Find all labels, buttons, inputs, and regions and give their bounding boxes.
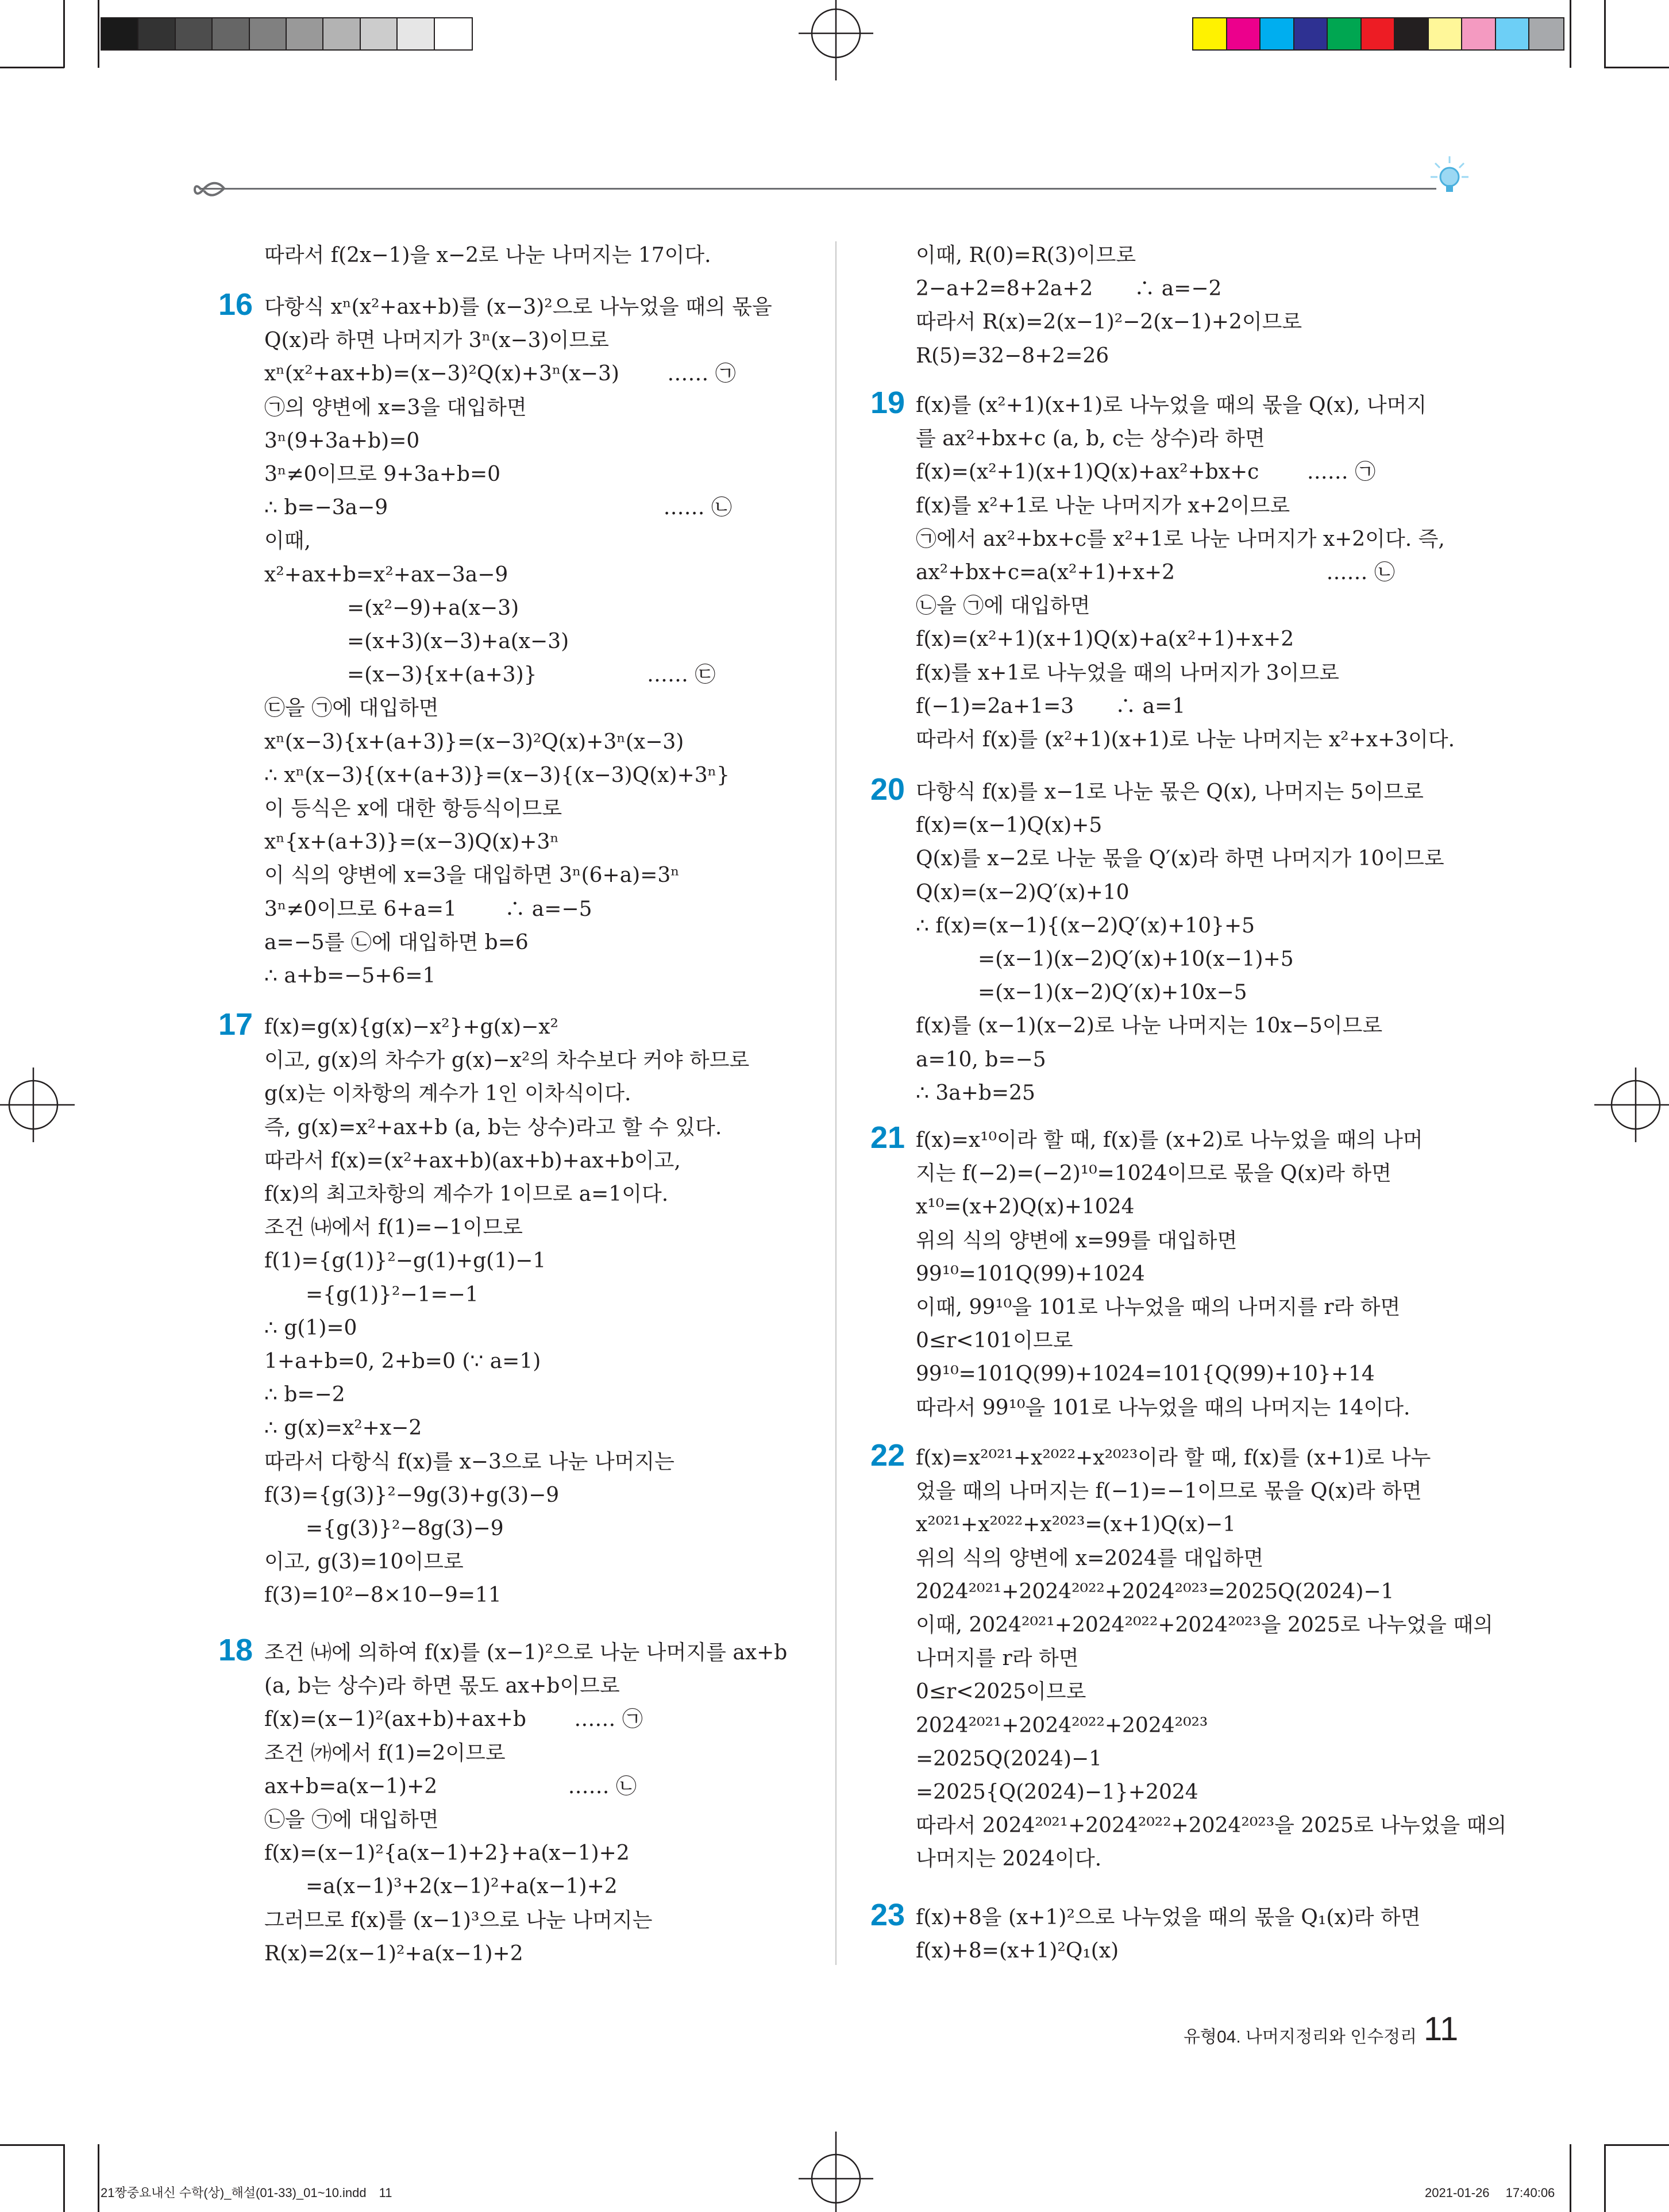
solution-line: ∴ f(x)=(x−1){(x−2)Q′(x)+10}+5 [916,914,1255,938]
color-swatch [102,18,138,49]
solution-line: ∴ b=−3a−9 …… ㉡ [264,496,733,520]
crop-mark [98,2144,99,2212]
solution-line: f(x)=g(x){g(x)−x²}+g(x)−x² [264,1015,558,1039]
solution-line: 를 ax²+bx+c (a, b, c는 상수)라 하면 [916,427,1265,451]
solution-line: 이때, [264,529,311,553]
solution-line: xⁿ(x−3){x+(a+3)}=(x−3)²Q(x)+3ⁿ(x−3) [264,730,684,754]
color-swatch [398,18,434,49]
solution-line: =2025{Q(2024)−1}+2024 [916,1781,1198,1804]
solution-line: 이고, g(3)=10이므로 [264,1550,464,1574]
solution-line: 그러므로 f(x)를 (x−1)³으로 나눈 나머지는 [264,1908,653,1932]
solution-line: ∴ 3a+b=25 [916,1081,1035,1105]
grey-calibration-bar [101,17,473,51]
solution-line: f(x)=(x²+1)(x+1)Q(x)+ax²+bx+c …… ㉠ [916,460,1376,484]
solution-line: 다항식 xⁿ(x²+ax+b)를 (x−3)²으로 나누었을 때의 몫을 [264,295,772,319]
solution-line: g(x)는 이차항의 계수가 1인 이차식이다. [264,1082,631,1106]
crop-mark [63,2144,65,2212]
color-calibration-bar [1192,17,1564,51]
color-swatch [287,18,323,49]
solution-line: 따라서 다항식 f(x)를 x−3으로 나눈 나머지는 [264,1450,674,1474]
solution-line: f(3)={g(3)}²−9g(3)+g(3)−9 [264,1483,560,1507]
solution-line: ∴ a+b=−5+6=1 [264,964,436,988]
solution-line: R(5)=32−8+2=26 [916,344,1109,368]
crop-mark [1570,2144,1571,2212]
solution-line: 조건 ㈏에 의하여 f(x)를 (x−1)²으로 나눈 나머지를 ax+b [264,1641,788,1664]
color-swatch [1529,18,1563,49]
color-swatch [138,18,175,49]
solution-line: 이 등식은 x에 대한 항등식이므로 [264,797,562,820]
solution-line: x²+ax+b=x²+ax−3a−9 [264,562,508,587]
color-swatch [1193,18,1227,49]
solution-line: 위의 식의 양변에 x=99를 대입하면 [916,1228,1238,1253]
color-swatch [323,18,360,49]
solution-line: ax+b=a(x−1)+2 …… ㉡ [264,1774,637,1798]
lightbulb-icon [1424,144,1475,201]
solution-line: 이때, 99¹⁰을 101로 나누었을 때의 나머지를 r라 하면 [916,1296,1401,1319]
problem-number: 18 [218,1633,253,1667]
solution-line: 즉, g(x)=x²+ax+b (a, b는 상수)라고 할 수 있다. [264,1115,722,1139]
color-swatch [361,18,398,49]
solution-line: ={g(1)}²−1=−1 [264,1282,479,1307]
page-number: 11 [1424,2010,1459,2048]
solution-line: =(x−1)(x−2)Q′(x)+10(x−1)+5 [916,947,1294,971]
crop-mark [1604,2144,1606,2212]
color-swatch [1496,18,1530,49]
crop-mark [0,67,64,68]
crop-mark [1604,0,1606,68]
problem-number: 16 [218,287,253,322]
problem-number: 23 [870,1898,905,1932]
solution-line: ={g(3)}²−8g(3)−9 [264,1517,504,1540]
solution-line: f(−1)=2a+1=3 ∴ a=1 [916,694,1186,718]
solution-line: =(x²−9)+a(x−3) [264,596,519,620]
color-swatch [435,18,472,49]
solution-line: 3ⁿ≠0이므로 9+3a+b=0 [264,463,501,486]
registration-mark-right [1594,1068,1669,1142]
solution-line: 이때, R(0)=R(3)이므로 [916,244,1136,267]
solution-line: a=−5를 ㉡에 대입하면 b=6 [264,930,529,954]
solution-line: 따라서 f(2x−1)을 x−2로 나눈 나머지는 17이다. [264,244,711,267]
color-swatch [1362,18,1396,49]
file-slug: 21짱중요내신 수학(상)_해설(01-33)_01~10.indd 11 [101,2186,392,2200]
registration-mark-bottom [799,2132,873,2212]
solution-line: 다항식 f(x)를 x−1로 나눈 몫은 Q(x), 나머지는 5이므로 [916,780,1424,804]
solution-line: ㉡을 ㉠에 대입하면 [264,1808,439,1832]
solution-line: 지는 f(−2)=(−2)¹⁰=1024이므로 몫을 Q(x)라 하면 [916,1162,1392,1186]
color-swatch [1294,18,1328,49]
solution-line: 따라서 2024²⁰²¹+2024²⁰²²+2024²⁰²³을 2025로 나누었을 때의 [916,1814,1507,1838]
crop-mark [98,0,99,68]
solution-line: 2024²⁰²¹+2024²⁰²²+2024²⁰²³ [916,1713,1208,1737]
color-swatch [213,18,249,49]
solution-line: 1+a+b=0, 2+b=0 (∵ a=1) [264,1350,541,1373]
solution-line: ㉠의 양변에 x=3을 대입하면 [264,395,527,419]
solution-line: f(x)+8을 (x+1)²으로 나누었을 때의 몫을 Q₁(x)라 하면 [916,1906,1421,1929]
solution-line: x¹⁰=(x+2)Q(x)+1024 [916,1195,1135,1219]
solution-line: =(x+3)(x−3)+a(x−3) [264,630,569,653]
solution-line: Q(x)=(x−2)Q′(x)+10 [916,880,1130,904]
chapter-title: 유형04. 나머지정리와 인수정리 [1184,2028,1417,2047]
registration-mark-left [0,1068,75,1142]
registration-mark-top [799,0,873,80]
color-swatch [1261,18,1294,49]
color-swatch [1328,18,1362,49]
solution-line: 2−a+2=8+2a+2 ∴ a=−2 [916,277,1222,301]
color-swatch [1227,18,1261,49]
problem-number: 20 [870,772,905,807]
problem-number: 17 [218,1007,253,1042]
solution-line: f(x)=(x²+1)(x+1)Q(x)+a(x²+1)+x+2 [916,627,1294,652]
solution-line: ∴ xⁿ(x−3){(x+(a+3)}=(x−3){(x−3)Q(x)+3ⁿ} [264,763,730,787]
crop-mark [1570,0,1571,68]
solution-line: 조건 ㈎에서 f(1)=2이므로 [264,1741,506,1765]
solution-line: ㉠에서 ax²+bx+c를 x²+1로 나눈 나머지가 x+2이다. 즉, [916,527,1445,551]
solution-line: f(x)=(x−1)Q(x)+5 [916,814,1103,838]
solution-line: ∴ b=−2 [264,1383,345,1407]
solution-line: ∴ g(1)=0 [264,1316,357,1340]
solution-line: 이때, 2024²⁰²¹+2024²⁰²²+2024²⁰²³을 2025로 나누었을 때의 [916,1613,1493,1637]
solution-line: Q(x)라 하면 나머지가 3ⁿ(x−3)이므로 [264,329,609,353]
color-swatch [1462,18,1496,49]
solution-line: 나머지는 2024이다. [916,1847,1102,1871]
solution-line: f(x)를 (x−1)(x−2)로 나눈 나머지는 10x−5이므로 [916,1014,1383,1038]
color-swatch [250,18,287,49]
solution-line: f(3)=10²−8×10−9=11 [264,1583,502,1608]
ribbon-icon [190,172,236,207]
solution-line: 나머지를 r라 하면 [916,1647,1079,1671]
solution-line: f(x)=(x−1)²(ax+b)+ax+b …… ㉠ [264,1708,643,1732]
solution-line: 3ⁿ(9+3a+b)=0 [264,429,420,453]
solution-line: 3ⁿ≠0이므로 6+a=1 ∴ a=−5 [264,897,592,921]
solution-line: 었을 때의 나머지는 f(−1)=−1이므로 몫을 Q(x)라 하면 [916,1479,1422,1504]
solution-line: =(x−3){x+(a+3)} …… ㉢ [264,663,716,687]
solution-line: ∴ g(x)=x²+x−2 [264,1416,422,1440]
solution-line: f(x)=x¹⁰이라 할 때, f(x)를 (x+2)로 나누었을 때의 나머 [916,1128,1423,1152]
solution-line: =2025Q(2024)−1 [916,1747,1103,1771]
solution-line: 조건 ㈏에서 f(1)=−1이므로 [264,1216,523,1240]
solution-line: f(x)+8=(x+1)²Q₁(x) [916,1939,1119,1963]
crop-mark [63,0,65,68]
solution-line: 따라서 R(x)=2(x−1)²−2(x−1)+2이므로 [916,310,1302,334]
color-swatch [1395,18,1429,49]
solution-line: 위의 식의 양변에 x=2024를 대입하면 [916,1546,1264,1570]
solution-line: ㉢을 ㉠에 대입하면 [264,696,439,720]
solution-line: 이고, g(x)의 차수가 g(x)−x²의 차수보다 커야 하므로 [264,1049,750,1073]
crop-mark [0,2144,64,2146]
solution-line: a=10, b=−5 [916,1047,1046,1072]
crop-mark [1604,67,1669,68]
solution-line: (a, b는 상수)라 하면 몫도 ax+b이므로 [264,1674,620,1698]
solution-line: f(x)=x²⁰²¹+x²⁰²²+x²⁰²³이라 할 때, f(x)를 (x+1)로 나누 [916,1446,1431,1470]
solution-line: Q(x)를 x−2로 나눈 몫을 Q′(x)라 하면 나머지가 10이므로 [916,847,1444,871]
solution-line: 0≤r<101이므로 [916,1329,1073,1353]
color-swatch [176,18,213,49]
solution-line: 이 식의 양변에 x=3을 대입하면 3ⁿ(6+a)=3ⁿ [264,864,680,888]
column-divider [835,241,837,1965]
problem-number: 22 [870,1438,905,1473]
solution-line: 0≤r<2025이므로 [916,1680,1086,1704]
solution-line: 따라서 f(x)=(x²+ax+b)(ax+b)+ax+b이고, [264,1149,681,1173]
solution-line: f(x)를 x+1로 나누었을 때의 나머지가 3이므로 [916,661,1339,685]
solution-line: ax²+bx+c=a(x²+1)+x+2 …… ㉡ [916,561,1395,584]
solution-line: xⁿ{x+(a+3)}=(x−3)Q(x)+3ⁿ [264,830,559,854]
header-rule [201,188,1436,190]
solution-line: 따라서 f(x)를 (x²+1)(x+1)로 나눈 나머지는 x²+x+3이다. [916,728,1455,752]
solution-line: R(x)=2(x−1)²+a(x−1)+2 [264,1941,523,1966]
problem-number: 19 [870,386,905,420]
solution-line: f(x)=(x−1)²{a(x−1)+2}+a(x−1)+2 [264,1841,630,1866]
solution-line: x²⁰²¹+x²⁰²²+x²⁰²³=(x+1)Q(x)−1 [916,1513,1236,1537]
solution-line: =(x−1)(x−2)Q′(x)+10x−5 [916,981,1247,1005]
color-swatch [1429,18,1463,49]
solution-line: 따라서 99¹⁰을 101로 나누었을 때의 나머지는 14이다. [916,1396,1410,1420]
problem-number: 21 [870,1120,905,1155]
solution-line: 2024²⁰²¹+2024²⁰²²+2024²⁰²³=2025Q(2024)−1 [916,1579,1394,1604]
solution-line: f(1)={g(1)}²−g(1)+g(1)−1 [264,1249,546,1273]
solution-line: f(x)를 x²+1로 나눈 나머지가 x+2이므로 [916,494,1290,518]
solution-line: f(x)를 (x²+1)(x+1)로 나누었을 때의 몫을 Q(x), 나머지 [916,394,1427,417]
solution-line: 99¹⁰=101Q(99)+1024 [916,1262,1145,1286]
solution-line: f(x)의 최고차항의 계수가 1이므로 a=1이다. [264,1182,669,1206]
solution-line: 99¹⁰=101Q(99)+1024=101{Q(99)+10}+14 [916,1362,1375,1386]
solution-line: =a(x−1)³+2(x−1)²+a(x−1)+2 [264,1875,618,1899]
timestamp-slug: 2021-01-26 17:40:06 [1425,2186,1555,2200]
crop-mark [1604,2144,1669,2146]
solution-line: xⁿ(x²+ax+b)=(x−3)²Q(x)+3ⁿ(x−3) …… ㉠ [264,362,736,386]
solution-line: ㉡을 ㉠에 대입하면 [916,594,1090,618]
